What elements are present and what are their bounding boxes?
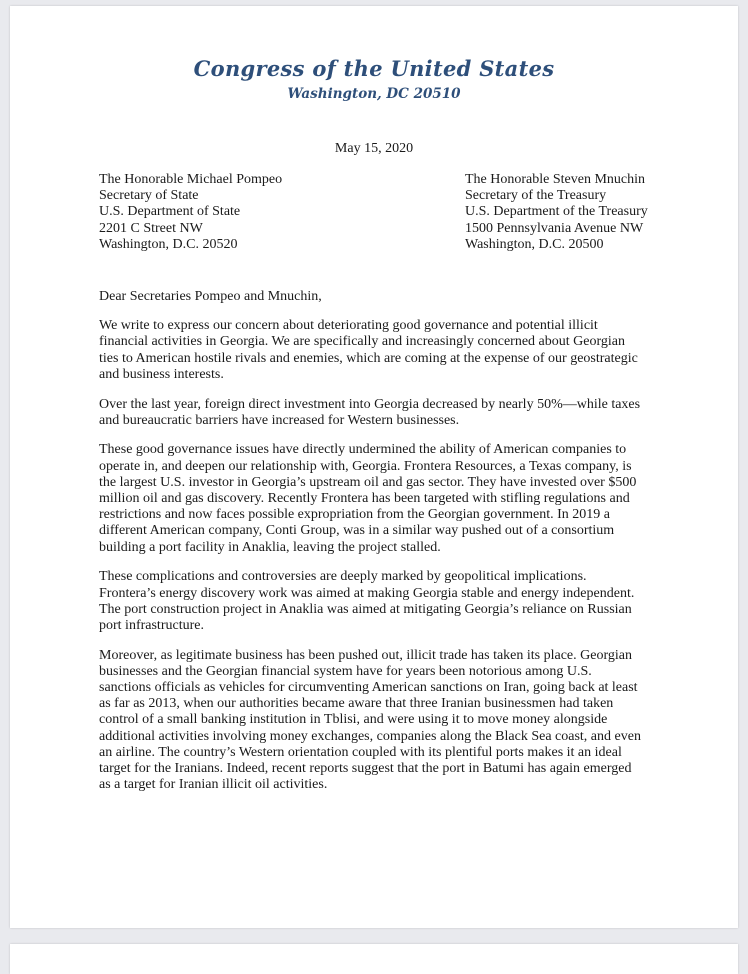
text-line: as a target for Iranian illicit oil activities. bbox=[99, 777, 328, 793]
text-line: financial activities in Georgia. We are specifically and increasingly concerned about Georgian bbox=[99, 334, 625, 350]
text-line: different American company, Conti Group, was in a similar way pushed out of a consortium bbox=[99, 523, 615, 539]
letter-page bbox=[10, 6, 738, 928]
text-line: building a port facility in Anaklia, leaving the project stalled. bbox=[99, 539, 441, 555]
text-line: port infrastructure. bbox=[99, 617, 204, 633]
address-line: U.S. Department of State bbox=[99, 204, 241, 220]
text-line: additional activities involving money exchanges, companies along the Black Sea coast, and even bbox=[99, 728, 641, 744]
address-line: Secretary of the Treasury bbox=[465, 188, 607, 204]
text-line: These good governance issues have directly undermined the ability of American companies to bbox=[99, 442, 627, 458]
letter-date: May 15, 2020 bbox=[334, 141, 414, 156]
text-line: sanctions officials as vehicles for circumventing American sanctions on Iran, going back at least bbox=[99, 680, 638, 696]
letter-body bbox=[99, 289, 669, 807]
address-line: The Honorable Michael Pompeo bbox=[99, 172, 283, 187]
text-line: restrictions and now faces possible expropriation from the Georgian government. In 2019 a bbox=[99, 507, 610, 523]
address-line: 1500 Pennsylvania Avenue NW bbox=[465, 220, 644, 236]
paragraph bbox=[99, 442, 669, 555]
letterhead-title: Congress of the United States bbox=[193, 56, 555, 81]
address-line: U.S. Department of the Treasury bbox=[465, 204, 648, 220]
address-line: Washington, D.C. 20520 bbox=[99, 236, 238, 252]
text-line: and business interests. bbox=[99, 366, 224, 382]
text-line: an airline. The country’s Western orientation coupled with its plentiful ports makes it an ideal bbox=[99, 744, 622, 760]
text-line: The port construction project in Anaklia was aimed at mitigating Georgia’s reliance on Russian bbox=[99, 601, 632, 617]
text-line: as far as 2013, when our authorities became aware that three Iranian businessmen had taken bbox=[99, 696, 614, 712]
salutation: Dear Secretaries Pompeo and Mnuchin, bbox=[99, 289, 322, 304]
letterhead-subtitle: Washington, DC 20510 bbox=[287, 86, 461, 102]
text-line: ties to American hostile rivals and enemies, which are coming at the expense of our geostrategic bbox=[99, 350, 638, 366]
text-line: Over the last year, foreign direct investment into Georgia decreased by nearly 50%—while taxes bbox=[99, 396, 641, 412]
text-line: Moreover, as legitimate business has been pushed out, illicit trade has taken its place. Georgian bbox=[99, 647, 632, 663]
recipient-address-left bbox=[99, 172, 282, 253]
recipient-address-right bbox=[465, 172, 648, 253]
address-line: 2201 C Street NW bbox=[99, 220, 203, 236]
address-line: Secretary of State bbox=[99, 188, 199, 204]
letterhead bbox=[10, 56, 738, 103]
paragraph bbox=[99, 397, 669, 429]
paragraph bbox=[99, 648, 669, 794]
text-line: control of a small banking institution in Tblisi, and were using it to move money alongside bbox=[99, 712, 608, 728]
address-line: The Honorable Steven Mnuchin bbox=[465, 172, 646, 187]
text-line: million oil and gas discovery. Recently Frontera has been targeted with stifling regulations and bbox=[99, 491, 630, 507]
paragraph bbox=[99, 318, 669, 383]
text-line: Frontera’s energy discovery work was aimed at making Georgia stable and energy independent. bbox=[99, 585, 635, 601]
paragraph bbox=[99, 569, 669, 634]
next-page-edge bbox=[10, 944, 738, 974]
text-line: businesses and the Georgian financial system have for years been notorious among U.S. bbox=[99, 663, 592, 679]
text-line: target for the Iranians. Indeed, recent reports suggest that the port in Batumi has again emerged bbox=[99, 761, 632, 777]
text-line: the largest U.S. investor in Georgia’s upstream oil and gas sector. They have invested over $500 bbox=[99, 474, 637, 490]
text-line: These complications and controversies are deeply marked by geopolitical implications. bbox=[99, 569, 587, 585]
address-line: Washington, D.C. 20500 bbox=[465, 236, 604, 252]
text-line: and bureaucratic barriers have increased for Western businesses. bbox=[99, 412, 460, 428]
text-line: We write to express our concern about deteriorating good governance and potential illicit bbox=[99, 318, 598, 334]
text-line: operate in, and deepen our relationship with, Georgia. Frontera Resources, a Texas company, is bbox=[99, 458, 632, 474]
